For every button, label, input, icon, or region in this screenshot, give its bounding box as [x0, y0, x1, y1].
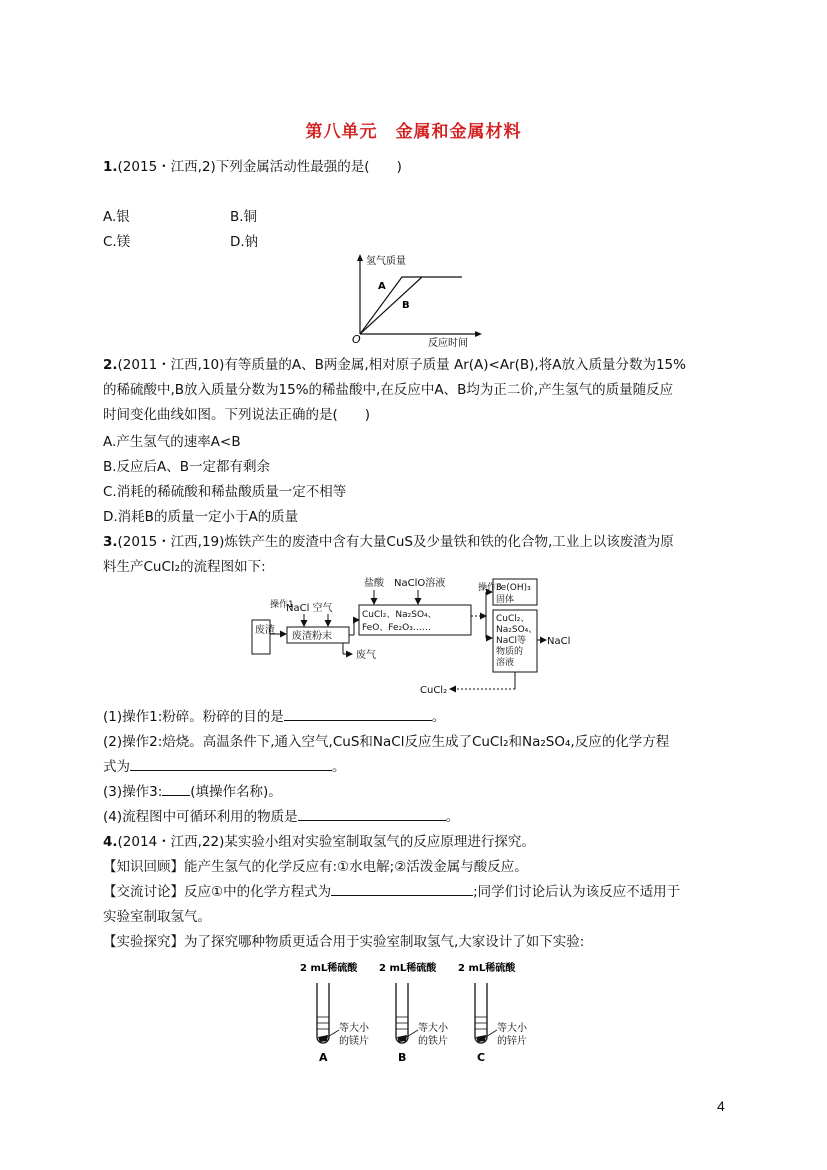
hydrogen-mass-graph: [340, 250, 490, 350]
line-a-label: A: [378, 281, 386, 292]
tube-label: A: [319, 1051, 328, 1064]
y-axis-arrow: [357, 254, 363, 261]
solution-line1: CuCl₂、: [496, 614, 530, 624]
line-b: [360, 277, 422, 334]
option-a: A.产生氢气的速率A<B: [103, 434, 241, 450]
sub-question-end: 。: [332, 759, 346, 775]
line-a: [360, 277, 462, 334]
powder-label: 废渣粉末: [292, 631, 332, 642]
question-stem-line3: 时间变化曲线如图。下列说法正确的是( ): [103, 407, 371, 423]
question-3: [103, 530, 674, 550]
metal-desc-line2: 的铁片: [418, 1036, 448, 1047]
question-2: [103, 353, 686, 373]
question-number: 2.: [103, 357, 118, 373]
mixture-line1: CuCl₂、Na₂SO₄、: [362, 610, 437, 620]
metal-desc-line1: 等大小: [497, 1023, 527, 1034]
cucl2-out-label: CuCl₂: [420, 685, 448, 696]
sub-question-end: (填操作名称)。: [190, 784, 282, 800]
nacl-out-label: NaCl: [547, 636, 570, 647]
mixture-line2: FeO、Fe₂O₃……: [362, 623, 431, 633]
answer-blank[interactable]: [331, 882, 473, 896]
answer-blank[interactable]: [298, 807, 446, 821]
waste-gas-label: 废气: [356, 650, 376, 661]
pointer-line: [484, 1030, 497, 1038]
question-stem-line1: (2015・江西,19)炼铁产生的废渣中含有大量CuS及少量铁和铁的化合物,工业上以该废渣为原: [117, 534, 674, 550]
op1-label: 操作1: [270, 600, 294, 610]
sub-question-text: 式为: [103, 759, 130, 775]
x-axis-label: 反应时间: [428, 338, 468, 349]
process-flowchart: [240, 572, 570, 702]
question-stem-line1: (2011・江西,10)有等质量的A、B两金属,相对原子质量 Ar(A)<Ar(B),将A放入质量分数为15%: [117, 357, 686, 373]
question-number: 4.: [103, 834, 118, 850]
experiment-explore: 【实验探究】为了探究哪种物质更适合用于实验室制取氢气,大家设计了如下实验:: [103, 934, 585, 950]
answer-blank[interactable]: [162, 782, 190, 796]
page-title: 第八单元 金属和金属材料: [305, 122, 522, 142]
question-number: 3.: [103, 534, 118, 550]
solution-line5: 溶液: [496, 658, 515, 668]
question-stem-line2: 料生产CuCl₂的流程图如下:: [103, 559, 266, 575]
sub-question-end: 。: [431, 709, 446, 725]
metal-desc-line1: 等大小: [339, 1023, 369, 1034]
pointer-line: [405, 1030, 418, 1038]
solid-label: 固体: [496, 595, 515, 605]
test-tube: [396, 983, 408, 1043]
answer-blank[interactable]: [130, 757, 332, 771]
tube-label: C: [477, 1051, 486, 1064]
option-c: C.镁: [103, 234, 131, 250]
sub-question-1: [103, 705, 445, 725]
metal-desc-line2: 的锌片: [497, 1036, 527, 1047]
question-1: [103, 155, 402, 175]
hcl-label: 盐酸: [364, 578, 384, 589]
test-tubes-figure: [290, 955, 550, 1070]
question-stem: (2014・江西,22)某实验小组对实验室制取氢气的反应原理进行探究。: [117, 834, 535, 850]
question-number: 1.: [103, 159, 118, 175]
test-tube: [317, 983, 329, 1043]
discussion-text: 【交流讨论】反应①中的化学方程式为: [103, 884, 332, 900]
test-tube: [475, 983, 487, 1043]
solution-line4: 物质的: [496, 647, 524, 657]
discussion-line1: [103, 880, 680, 900]
question-stem: (2015・江西,2)下列金属活动性最强的是( ): [117, 159, 402, 175]
option-c: C.消耗的稀硫酸和稀盐酸质量一定不相等: [103, 484, 347, 500]
tube-label: B: [398, 1051, 407, 1064]
question-stem-line2: 的稀硫酸中,B放入质量分数为15%的稀盐酸中,在反应中A、B均为正二价,产生氢气的质量随反应: [103, 382, 674, 398]
metal-piece: [476, 1035, 486, 1042]
discussion-line2: 实验室制取氢气。: [103, 909, 211, 925]
sub-question-2-line1: (2)操作2:焙烧。高温条件下,通入空气,CuS和NaCl反应生成了CuCl₂和Na₂SO₄,反应的化学方程: [103, 734, 670, 750]
pointer-line: [326, 1030, 339, 1038]
y-axis-label: 氢气质量: [366, 256, 406, 267]
sub-question-text: (3)操作3:: [103, 784, 163, 800]
naclo-label: NaClO溶液: [394, 578, 446, 589]
option-b: B.反应后A、B一定都有剩余: [103, 459, 271, 475]
metal-desc-line1: 等大小: [418, 1023, 448, 1034]
sub-question-text: (1)操作1:粉碎。粉碎的目的是: [103, 709, 284, 725]
metal-piece: [318, 1035, 328, 1042]
sub-question-4: [103, 805, 459, 825]
feoh-label: Fe(OH)₃: [496, 583, 531, 593]
reagent-label: 2 mL稀硫酸: [458, 963, 516, 974]
nacl-air-label: NaCl 空气: [286, 603, 333, 614]
reagent-label: 2 mL稀硫酸: [300, 963, 358, 974]
solution-line3: NaCl等: [496, 636, 527, 646]
x-axis-arrow: [475, 331, 482, 337]
op3-label: 操作3: [478, 583, 502, 593]
question-4: [103, 830, 535, 850]
line-b-label: B: [402, 300, 410, 311]
option-d: D.钠: [230, 234, 259, 250]
reagent-label: 2 mL稀硫酸: [379, 963, 437, 974]
option-b: B.铜: [230, 209, 258, 225]
option-d: D.消耗B的质量一定小于A的质量: [103, 509, 299, 525]
sub-question-text: (4)流程图中可循环利用的物质是: [103, 809, 298, 825]
knowledge-review: 【知识回顾】能产生氢气的化学反应有:①水电解;②活泼金属与酸反应。: [103, 859, 528, 875]
metal-piece: [397, 1035, 407, 1042]
option-a: A.银: [103, 209, 130, 225]
sub-question-2-line2: [103, 755, 346, 775]
sub-question-3: [103, 780, 282, 800]
page-number: 4: [717, 1098, 725, 1114]
answer-blank[interactable]: [284, 707, 432, 721]
metal-desc-line2: 的镁片: [339, 1036, 369, 1047]
sub-question-end: 。: [445, 809, 460, 825]
slag-label: 废渣: [255, 625, 275, 636]
solution-line2: Na₂SO₄、: [496, 625, 538, 635]
origin-label: O: [352, 333, 361, 346]
discussion-text-end: ;同学们讨论后认为该反应不适用于: [473, 884, 681, 900]
